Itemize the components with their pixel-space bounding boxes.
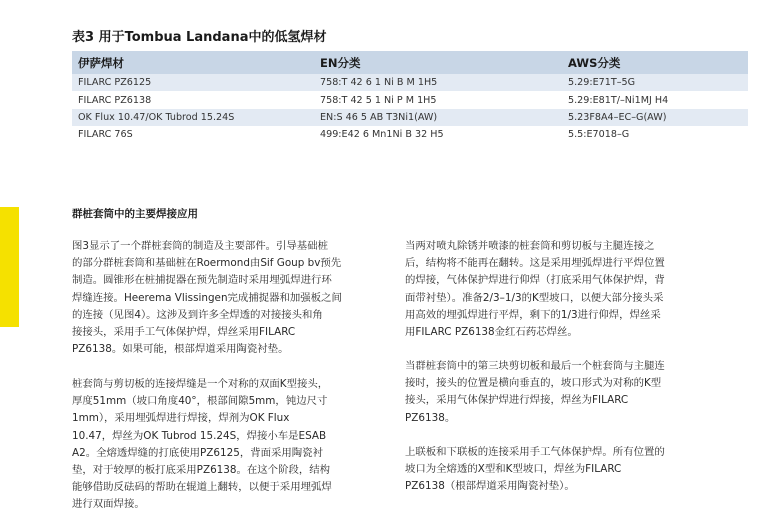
text-line: 后，结构将不能再在翻转。这是采用埋弧焊进行平焊位置 (405, 257, 665, 270)
table-row (72, 109, 748, 126)
text-line: 能够借助反砝码的帮助在辊道上翻转，以便于采用埋弧焊 (72, 481, 332, 494)
text-line: 厚度51mm（坡口角度40°，根部间隙5mm，钝边尺寸 (72, 395, 328, 408)
paragraph-left-1 (72, 238, 366, 358)
header-en-classification: EN分类 (314, 51, 562, 74)
table-header-row (72, 51, 748, 74)
text-line: 接接头，采用手工气体保护焊，焊丝采用FILARC (72, 326, 296, 339)
table-row (72, 74, 748, 91)
cell-aws: 5.5:E7018–G (568, 129, 630, 141)
cell-en: EN:S 46 5 AB T3Ni1(AW) (314, 109, 562, 126)
cell-en: 499:E42 6 Mn1Ni B 32 H5 (320, 129, 444, 141)
text-line: 接时，接头的位置是横向垂直的，坡口形式为对称的K型 (405, 377, 662, 390)
paragraph-right-3 (405, 444, 697, 496)
text-line: 10.47，焊丝为OK Tubrod 15.24S，焊接小车是ESAB (72, 429, 327, 442)
paragraph-right-2 (405, 358, 697, 427)
cell-aws: 5.29:E71T–5G (562, 74, 748, 91)
text-line: 的部分群桩套筒和基础桩在Roermond由Sif Goup bv预先 (72, 257, 342, 270)
cell-consumable: OK Flux 10.47/OK Tubrod 15.24S (72, 109, 314, 126)
text-line: PZ6138。 (405, 411, 456, 424)
text-line: 用FILARC PZ6138金红石药芯焊丝。 (405, 326, 578, 339)
cell-consumable: FILARC 76S (78, 129, 133, 141)
text-line: 进行双面焊接。 (72, 498, 145, 511)
text-line: 面带衬垫）。准备2/3–1/3的K型坡口，以便大部分接头采 (405, 291, 664, 304)
text-line: 用高效的埋弧焊进行平焊，剩下的1/3进行仰焊，焊丝采 (405, 308, 661, 321)
header-aws-classification: AWS分类 (562, 51, 748, 74)
text-line: 图3显示了一个群桩套筒的制造及主要部件。引导基础桩 (72, 240, 328, 252)
cell-en: 758:T 42 5 1 Ni P M 1H5 (320, 94, 437, 106)
cell-consumable: FILARC PZ6138 (78, 94, 152, 106)
text-line: 垫，对于较厚的板打底采用PZ6138。在这个阶段，结构 (72, 464, 331, 477)
paragraph-right-1 (405, 238, 697, 341)
text-line: 1mm），采用埋弧焊进行焊接，焊剂为OK Flux (72, 412, 290, 425)
cell-aws: 5.23F8A4–EC–G(AW) (562, 109, 748, 126)
text-line: 制造。圆锥形在桩捕捉器在预先制造时采用埋弧焊进行环 (72, 274, 332, 287)
table-row (72, 91, 748, 108)
text-line: PZ6138（根部焊道采用陶瓷衬垫）。 (405, 480, 575, 493)
cell-aws: 5.29:E81T/–Ni1MJ H4 (568, 94, 669, 106)
yellow-accent-bar (0, 207, 19, 327)
text-line: 当群桩套筒中的第三块剪切板和最后一个桩套筒与主腿连 (405, 360, 665, 372)
text-line: 当两对喷丸除锈并喷漆的桩套筒和剪切板与主腿连接之 (405, 240, 655, 252)
text-line: 桩套筒与剪切板的连接焊缝是一个对称的双面K型接头， (72, 378, 329, 390)
welding-consumables-table (72, 51, 748, 144)
table-title: 表3 用于Tombua Landana中的低氢焊材 (72, 30, 327, 45)
table-row (72, 126, 748, 143)
text-line: 的连接（见图4）。这涉及到许多全焊透的对接接头和角 (72, 308, 323, 321)
text-line: PZ6138。如果可能，根部焊道采用陶瓷衬垫。 (72, 343, 289, 356)
cell-consumable: FILARC PZ6125 (72, 74, 314, 91)
cell-en: 758:T 42 6 1 Ni B M 1H5 (314, 74, 562, 91)
text-line: 焊缝连接。Heerema Vlissingen完成捕捉器和加强板之间 (72, 291, 342, 304)
text-line: 的焊接，气体保护焊进行仰焊（打底采用气体保护焊，背 (405, 274, 665, 287)
text-line: 上联板和下联板的连接采用手工气体保护焊。所有位置的 (405, 446, 665, 458)
header-esab-consumable: 伊萨焊材 (72, 51, 314, 74)
paragraph-left-2 (72, 376, 366, 514)
text-line: 接头，采用气体保护焊进行焊接，焊丝为FILARC (405, 394, 629, 407)
text-line: A2。全熔透焊缝的打底使用PZ6125，背面采用陶瓷衬 (72, 446, 323, 459)
section-title: 群桩套筒中的主要焊接应用 (72, 208, 198, 220)
text-line: 坡口为全熔透的X型和K型坡口，焊丝为FILARC (405, 463, 622, 476)
